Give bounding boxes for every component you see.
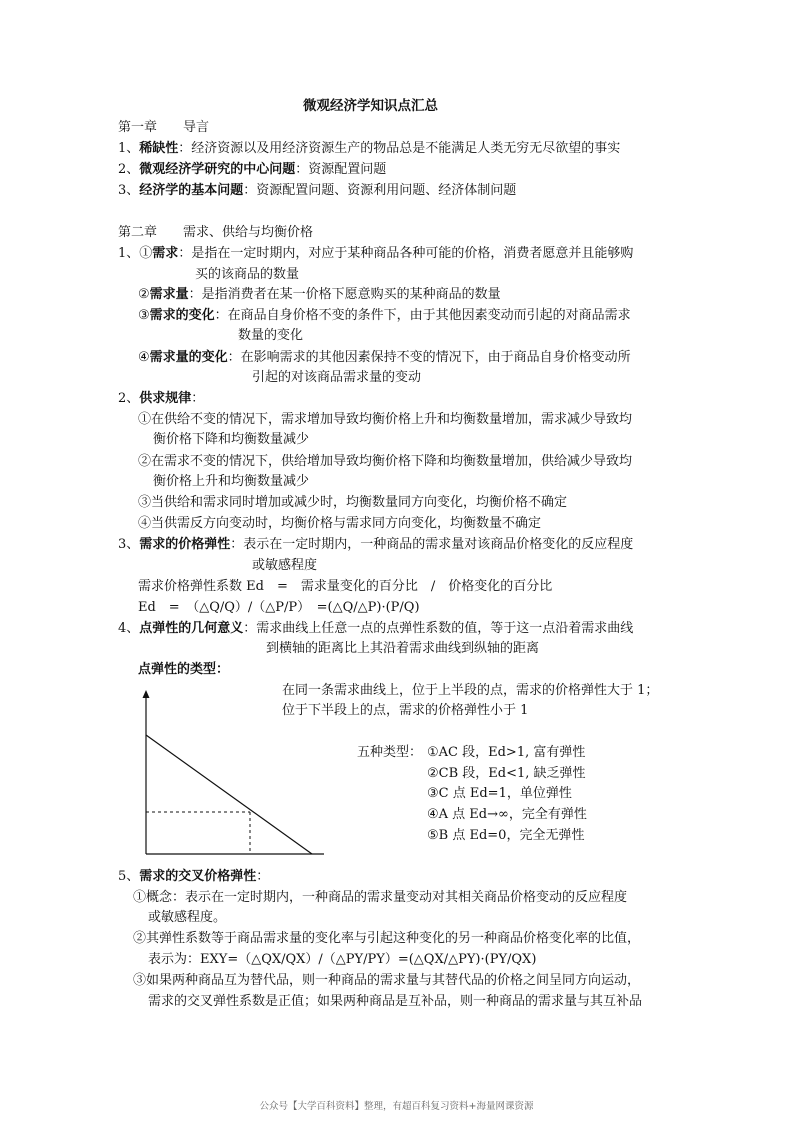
s5-point-3-cont: 需求的交叉弹性系数是正值；如果两种商品是互补品，则一种商品的需求量与其互补品 <box>148 994 643 1009</box>
item-number: 1、 <box>118 141 140 156</box>
s2-point-3: ③当供给和需求同时增加或减少时，均衡数量同方向变化，均衡价格不确定 <box>138 495 568 510</box>
sub-mark: ① <box>139 246 153 261</box>
term-change-in-demand: 需求的变化 <box>149 308 215 323</box>
footer-watermark: 公众号【大学百科资料】整理，有超百科复习资料+海量网课资源 <box>259 1101 534 1112</box>
sub-mark: ② <box>138 287 150 302</box>
elasticity-formula-2: Ed = （△Q/Q）/（△P/P） =(△Q/△P)·(P/Q) <box>138 600 420 615</box>
s5-point-2-cont: 表示为：EXY=（△QX/QX）/（△PY/PY）=(△QX/△PY)·(PY/QX) <box>148 952 537 967</box>
ch1-item-2 <box>118 160 386 180</box>
elasticity-desc-1: 在同一条需求曲线上，位于上半段的点，需求的价格弹性大于 1； <box>282 683 659 698</box>
item-number: 4、 <box>118 621 140 636</box>
s5-point-3: ③如果两种商品互为替代品，则一种商品的需求量与其替代品的价格之间呈同方向运动， <box>133 973 641 988</box>
definition-text: ：在影响需求的其他因素保持不变的情况下，由于商品自身价格变动所 <box>227 350 631 365</box>
s3-heading-cont: 或敏感程度 <box>252 558 318 573</box>
s4-heading <box>118 619 633 639</box>
elasticity-desc-2: 位于下半段上的点，需求的价格弹性小于 1 <box>282 703 529 718</box>
s1-item-b <box>138 285 501 305</box>
type-1: ①AC 段，Ed>1, 富有弹性 <box>427 745 586 760</box>
term-cross-price-elasticity: 需求的交叉价格弹性 <box>139 869 257 884</box>
definition-text: ：经济资源以及用经济资源生产的物品总是不能满足人类无穷无尽欲望的事实 <box>178 141 621 156</box>
term-point-elasticity-geometry: 点弹性的几何意义 <box>139 621 244 636</box>
s2-point-2: ②在需求不变的情况下，供给增加导致均衡价格下降和均衡数量增加，供给减少导致均 <box>138 454 633 469</box>
five-types-label: 五种类型： <box>357 745 423 760</box>
s3-heading <box>118 535 633 555</box>
ch1-item-3 <box>118 181 516 201</box>
s4-heading-cont: 到横轴的距离比上其沿着需求曲线到纵轴的距离 <box>266 641 540 656</box>
s5-point-1-cont: 或敏感程度。 <box>148 910 227 925</box>
term-demand: 需求 <box>152 246 179 261</box>
item-number: 2、 <box>118 162 140 177</box>
s1-item-a <box>118 244 633 264</box>
s2-point-2-cont: 衡价格上升和均衡数量减少 <box>153 474 310 489</box>
definition-text: ：是指消费者在某一价格下愿意购买的某种商品的数量 <box>188 287 501 302</box>
ch1-item-1 <box>118 139 620 159</box>
point-elasticity-types-heading: 点弹性的类型： <box>138 662 230 677</box>
term-price-elasticity: 需求的价格弹性 <box>139 537 231 552</box>
s1-item-c-cont: 数量的变化 <box>238 328 304 343</box>
type-2: ②CB 段，Ed<1, 缺乏弹性 <box>427 766 586 781</box>
chapter-2-heading: 第二章 需求、供给与均衡价格 <box>118 225 314 240</box>
chapter-1-heading: 第一章 导言 <box>118 120 210 135</box>
demand-curve <box>146 735 312 854</box>
colon: ： <box>256 869 270 884</box>
type-3: ③C 点 Ed=1，单位弹性 <box>427 786 572 801</box>
definition-text: ：需求曲线上任意一点的点弹性系数的值，等于这一点沿着需求曲线 <box>243 621 634 636</box>
definition-text: ：是指在一定时期内，对应于某种商品各种可能的价格，消费者愿意并且能够购 <box>178 246 634 261</box>
item-number: 1、 <box>118 246 140 261</box>
definition-text: ：资源配置问题 <box>295 162 387 177</box>
s2-point-4: ④当供需反方向变动时，均衡价格与需求同方向变化，均衡数量不确定 <box>138 516 542 531</box>
term-basic-problems: 经济学的基本问题 <box>139 183 244 198</box>
type-5: ⑤B 点 Ed=0，完全无弹性 <box>427 828 585 843</box>
s5-point-1: ①概念：表示在一定时期内，一种商品的需求量变动对其相关商品价格变动的反应程度 <box>133 890 628 905</box>
term-quantity-demanded: 需求量 <box>149 287 189 302</box>
page-title: 微观经济学知识点汇总 <box>303 98 438 114</box>
item-number: 5、 <box>118 869 140 884</box>
item-number: 2、 <box>118 391 140 406</box>
s2-heading <box>118 389 204 409</box>
item-number: 3、 <box>118 537 140 552</box>
term-change-in-quantity-demanded: 需求量的变化 <box>149 350 228 365</box>
definition-text: ：在商品自身价格不变的条件下，由于其他因素变动而引起的对商品需求 <box>214 308 631 323</box>
colon: ： <box>191 391 205 406</box>
term-law-of-supply-demand: 供求规律 <box>139 391 192 406</box>
s1-item-c <box>138 306 631 326</box>
definition-text: ：资源配置问题、资源利用问题、经济体制问题 <box>243 183 517 198</box>
demand-curve-diagram <box>138 688 328 860</box>
s1-item-a-cont: 买的该商品的数量 <box>195 267 300 282</box>
s2-point-1-cont: 衡价格下降和均衡数量减少 <box>153 432 310 447</box>
type-4: ④A 点 Ed→∞，完全有弹性 <box>427 807 587 822</box>
sub-mark: ④ <box>138 350 150 365</box>
y-axis-arrow <box>143 690 150 698</box>
elasticity-formula-1: 需求价格弹性系数 Ed = 需求量变化的百分比 / 价格变化的百分比 <box>138 579 553 594</box>
s1-item-d <box>138 348 631 368</box>
item-number: 3、 <box>118 183 140 198</box>
definition-text: ：表示在一定时期内，一种商品的需求量对该商品价格变化的反应程度 <box>230 537 634 552</box>
s2-point-1: ①在供给不变的情况下，需求增加导致均衡价格上升和均衡数量增加，需求减少导致均 <box>138 412 633 427</box>
sub-mark: ③ <box>138 308 150 323</box>
term-central-problem: 微观经济学研究的中心问题 <box>139 162 296 177</box>
s5-heading <box>118 867 269 887</box>
term-scarcity: 稀缺性 <box>139 141 179 156</box>
s1-item-d-cont: 引起的对该商品需求量的变动 <box>252 370 422 385</box>
s5-point-2: ②其弹性系数等于商品需求量的变化率与引起这种变化的另一种商品价格变化率的比值， <box>133 931 641 946</box>
